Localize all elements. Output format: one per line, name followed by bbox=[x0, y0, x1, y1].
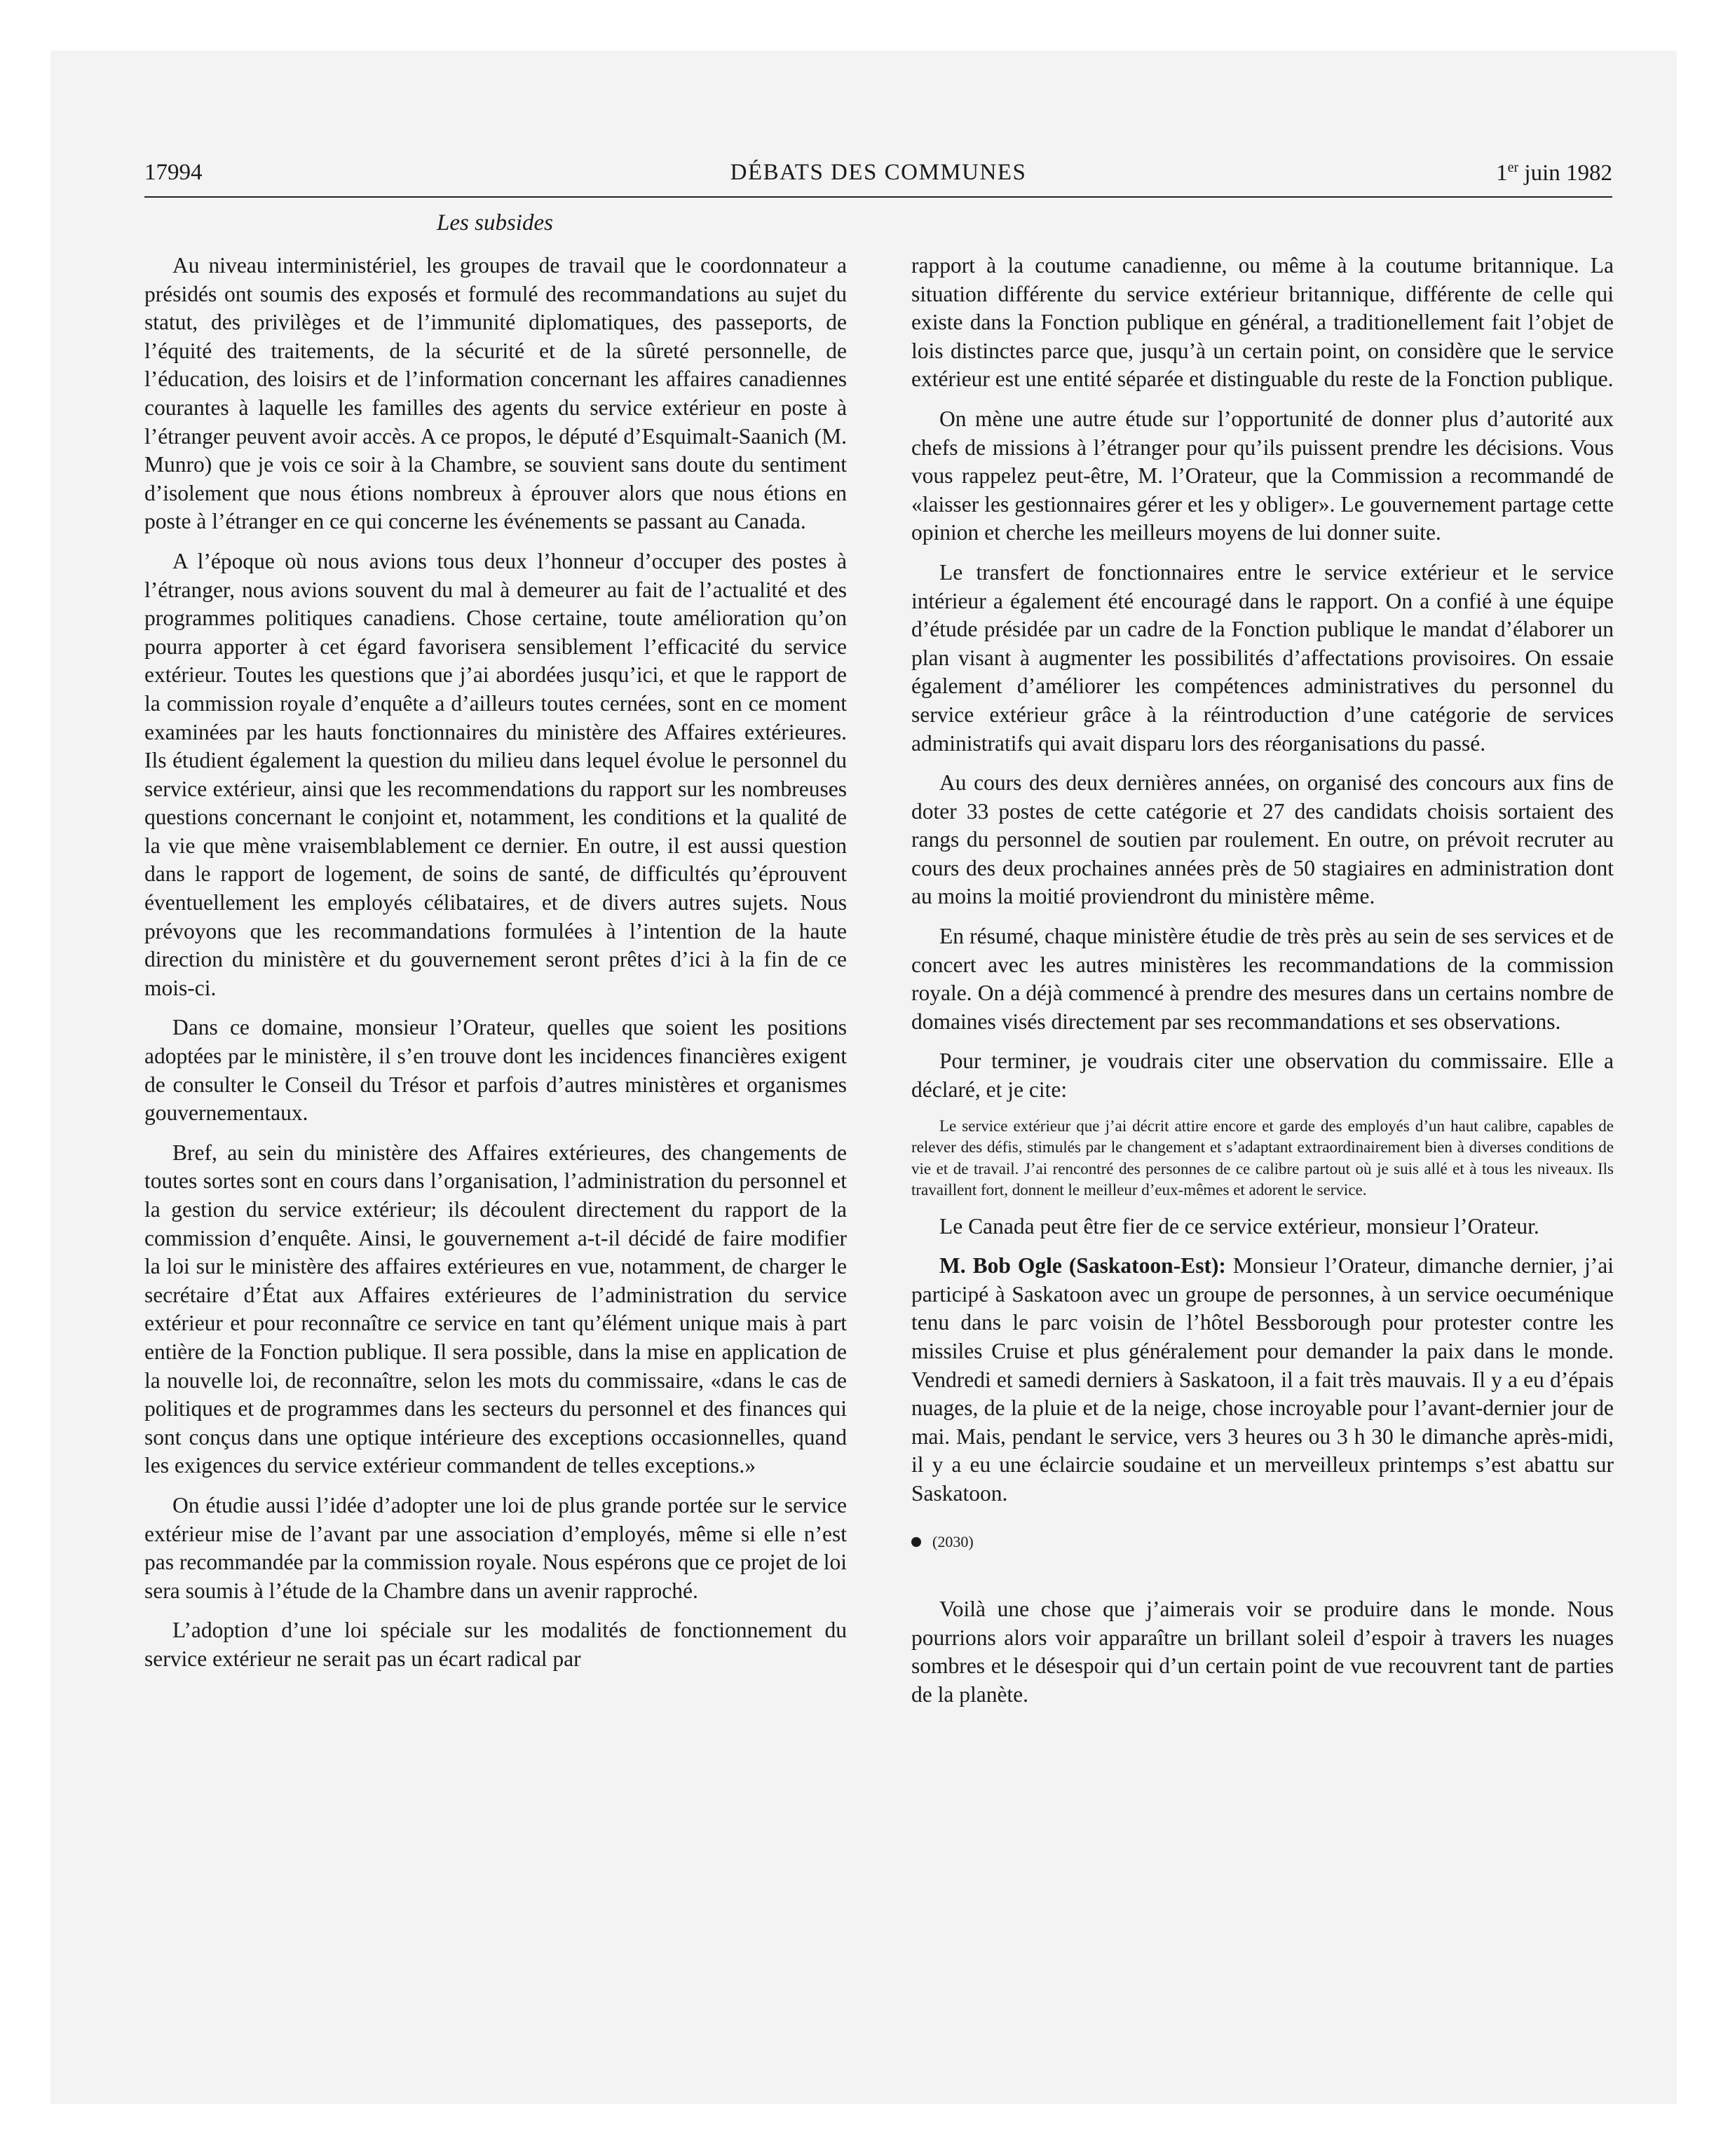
paragraph: Voilà une chose que j’aimerais voir se produire dans le monde. Nous pourrions alors voir apparaître un brillant soleil d’espoir à travers les nuages sombres et le désespoir qui d’un certain point de vue recouvrent tant de parties de la planète. bbox=[911, 1597, 1614, 1707]
paragraph: Au niveau interministériel, les groupes de travail que le coordonnateur a présidés ont soumis des exposés et formulé des recommandations au sujet du statut, des privilèges et de l’immunité diplomatiques, des passeports, de l’équité des traitements, de la sécurité et de la sûreté personnelle, de l’éducation, des loisirs et de l’information concernant les affaires canadiennes courantes à laquelle les familles des agents du service extérieur en poste à l’étranger peuvent avoir accès. A ce propos, le député d’Esquimalt-Saanich (M. Munro) que je vois ce soir à la Chambre, se souvient sans doute du sentiment d’isolement que nous étions nombreux à éprouver alors que nous étions en poste à l’étranger en ce qui concerne les événements se passant au Canada. bbox=[144, 253, 847, 534]
right-column bbox=[911, 252, 1614, 1721]
paragraph: On étudie aussi l’idée d’adopter une loi de plus grande portée sur le service extérieur mise de l’avant par une association d’employés, même si elle n’est pas recommandée par la commission royale. Nous espérons que ce projet de loi sera soumis à l’étude de la Chambre dans un avenir rapproché. bbox=[144, 1492, 847, 1603]
paragraph: Le Canada peut être fier de ce service extérieur, monsieur l’Orateur. bbox=[939, 1213, 1539, 1239]
paragraph: Au cours des deux dernières années, on organisé des concours aux fins de doter 33 postes de cette catégorie et 27 des candidats choisis sortaient des rangs du personnel de soutien par roulement. En outre, on prévoit recruter au cours des deux prochaines années près de 50 stagiaires en administration dont au moins la moitié proviendront du ministère même. bbox=[911, 770, 1614, 909]
speech-text: Monsieur l’Orateur, dimanche dernier, j’ai participé à Saskatoon avec un groupe de personnes, à un service oecuménique tenu dans le parc voisin de l’hôtel Bessborough pour protester contre les missiles Cruise et plus généralement pour demander la paix dans le monde. Vendredi et samedi derniers à Saskatoon, il a fait très mauvais. Il y a eu d’épais nuages, de la pluie et de la neige, chose incroyable pour l’avant-dernier jour de mai. Mais, pendant le service, vers 3 heures ou 3 h 30 le dimanche après-midi, il y a eu une éclaircie soudaine et un merveilleux printemps s’est abattu sur Saskatoon. bbox=[911, 1253, 1614, 1506]
section-title: Les subsides bbox=[437, 210, 553, 236]
page-number: 17994 bbox=[144, 160, 203, 185]
page-date: 1er juin 1982 bbox=[1496, 160, 1612, 186]
paragraph: Pour terminer, je voudrais citer une observation du commissaire. Elle a déclaré, et je cite: bbox=[911, 1049, 1614, 1103]
paragraph: Le transfert de fonctionnaires entre le service extérieur et le service intérieur a également été encouragé dans le rapport. On a confié à une équipe d’étude présidée par un cadre de la Fonction publique le mandat d’élaborer un plan visant à augmenter les possibilités d’affectations provisoires. On essaie également d’améliorer les compétences administratives du personnel du service extérieur grâce à la réintroduction d’une catégorie de services administratifs qui avait disparu lors des réorganisations du passé. bbox=[911, 559, 1614, 756]
paragraph: A l’époque où nous avions tous deux l’honneur d’occuper des postes à l’étranger, nous avions souvent du mal à demeurer au fait de l’actualité et des programmes politiques canadiens. Chose certaine, toute amélioration qu’on pourra apporter à cet égard favorisera sensiblement l’efficacité du service extérieur. Toutes les questions que j’ai abordées jusqu’ici, et que le rapport de la commission royale d’enquête a d’ailleurs toutes cernées, sont en ce moment examinées par les hauts fonctionnaires du ministère des Affaires extérieures. Ils étudient également la question du milieu dans lequel évolue le personnel du service extérieur, ainsi que les recommendations du rapport sur les nombreuses questions concernant le conjoint et, notamment, les conditions et la qualité de la vie que mène vraisemblablement ce dernier. En outre, il est aussi question dans le rapport de logement, de soins de santé, de difficultés qu’éprouvent éventuellement les employés célibataires, et de divers autres sujets. Nous prévoyons que les recommandations formulées à l’intention de la haute direction du ministère et du gouvernement seront prêtes d’ici à la fin de ce mois-ci. bbox=[144, 548, 847, 1000]
paragraph: L’adoption d’une loi spéciale sur les modalités de fonctionnement du service extérieur ne serait pas un écart radical par bbox=[144, 1618, 847, 1671]
time-marker: (2030) bbox=[911, 1528, 1614, 1557]
left-column bbox=[144, 252, 847, 1685]
speaker-name: M. Bob Ogle (Saskatoon-Est): bbox=[939, 1253, 1226, 1278]
bullet-icon bbox=[911, 1537, 921, 1547]
paragraph: Dans ce domaine, monsieur l’Orateur, quelles que soient les positions adoptées par le ministère, il s’en trouve dont les incidences financières exigent de consulter le Conseil du Trésor et parfois d’autres ministères et organismes gouvernementaux. bbox=[144, 1015, 847, 1126]
journal-title: DÉBATS DES COMMUNES bbox=[730, 160, 1027, 185]
speech-paragraph bbox=[911, 1252, 1614, 1508]
scanned-page bbox=[50, 50, 1677, 2104]
paragraph: On mène une autre étude sur l’opportunité de donner plus d’autorité aux chefs de missions à l’étranger pour qu’ils puissent prendre les décisions. Vous vous rappelez peut-être, M. l’Orateur, que la Commission a recommandé de «laisser les gestionnaires gérer et les y obliger». Le gouvernement partage cette opinion et cherche les meilleurs moyens de lui donner suite. bbox=[911, 406, 1614, 545]
page-header bbox=[144, 160, 1612, 198]
block-quote: Le service extérieur que j’ai décrit attire encore et garde des employés d’un haut calibre, capables de relever des défis, stimulés par le changement et s’adaptant extraordinairement bien à diverses conditions de vie et de travail. J’ai rencontré des personnes de ce calibre partout où je suis allé et à tous les niveaux. Ils travaillent fort, donnent le meilleur d’eux-mêmes et adorent le service. bbox=[911, 1117, 1614, 1199]
paragraph-continuation: rapport à la coutume canadienne, ou même à la coutume britannique. La situation différente du service extérieur britannique, différente de celle qui existe dans la Fonction publique en général, a traditionellement fait l’objet de lois distinctes parce que, jusqu’à un certain point, on considère que le service extérieur est une entité séparée et distinguable du reste de la Fonction publique. bbox=[911, 253, 1614, 392]
paragraph: Bref, au sein du ministère des Affaires extérieures, des changements de toutes sortes sont en cours dans l’organisation, l’administration du personnel et la gestion du service extérieur; ils découlent directement du rapport de la commission d’enquête. Ainsi, le gouvernement a-t-il décidé de faire modifier la loi sur le ministère des affaires extérieures en vue, notamment, de charger le secrétaire d’État aux Affaires extérieures de l’administration du service extérieur et pour reconnaître ce service en tant qu’élément unique mais à part entière de la Fonction publique. Il sera possible, dans la mise en application de la nouvelle loi, de reconnaître, selon les mots du commissaire, «dans le cas de politiques et de programmes dans les secteurs du personnel et des finances qui sont conçus dans une optique intérieure des exceptions occasionnelles, quand les exigences du service extérieur commandent de telles exceptions.» bbox=[144, 1140, 847, 1478]
paragraph: En résumé, chaque ministère étudie de très près au sein de ses services et de concert avec les autres ministères les recommandations de la commission royale. On a déjà commencé à prendre des mesures dans un certains nombre de domaines visés directement par ses recommandations et ses observations. bbox=[911, 924, 1614, 1034]
